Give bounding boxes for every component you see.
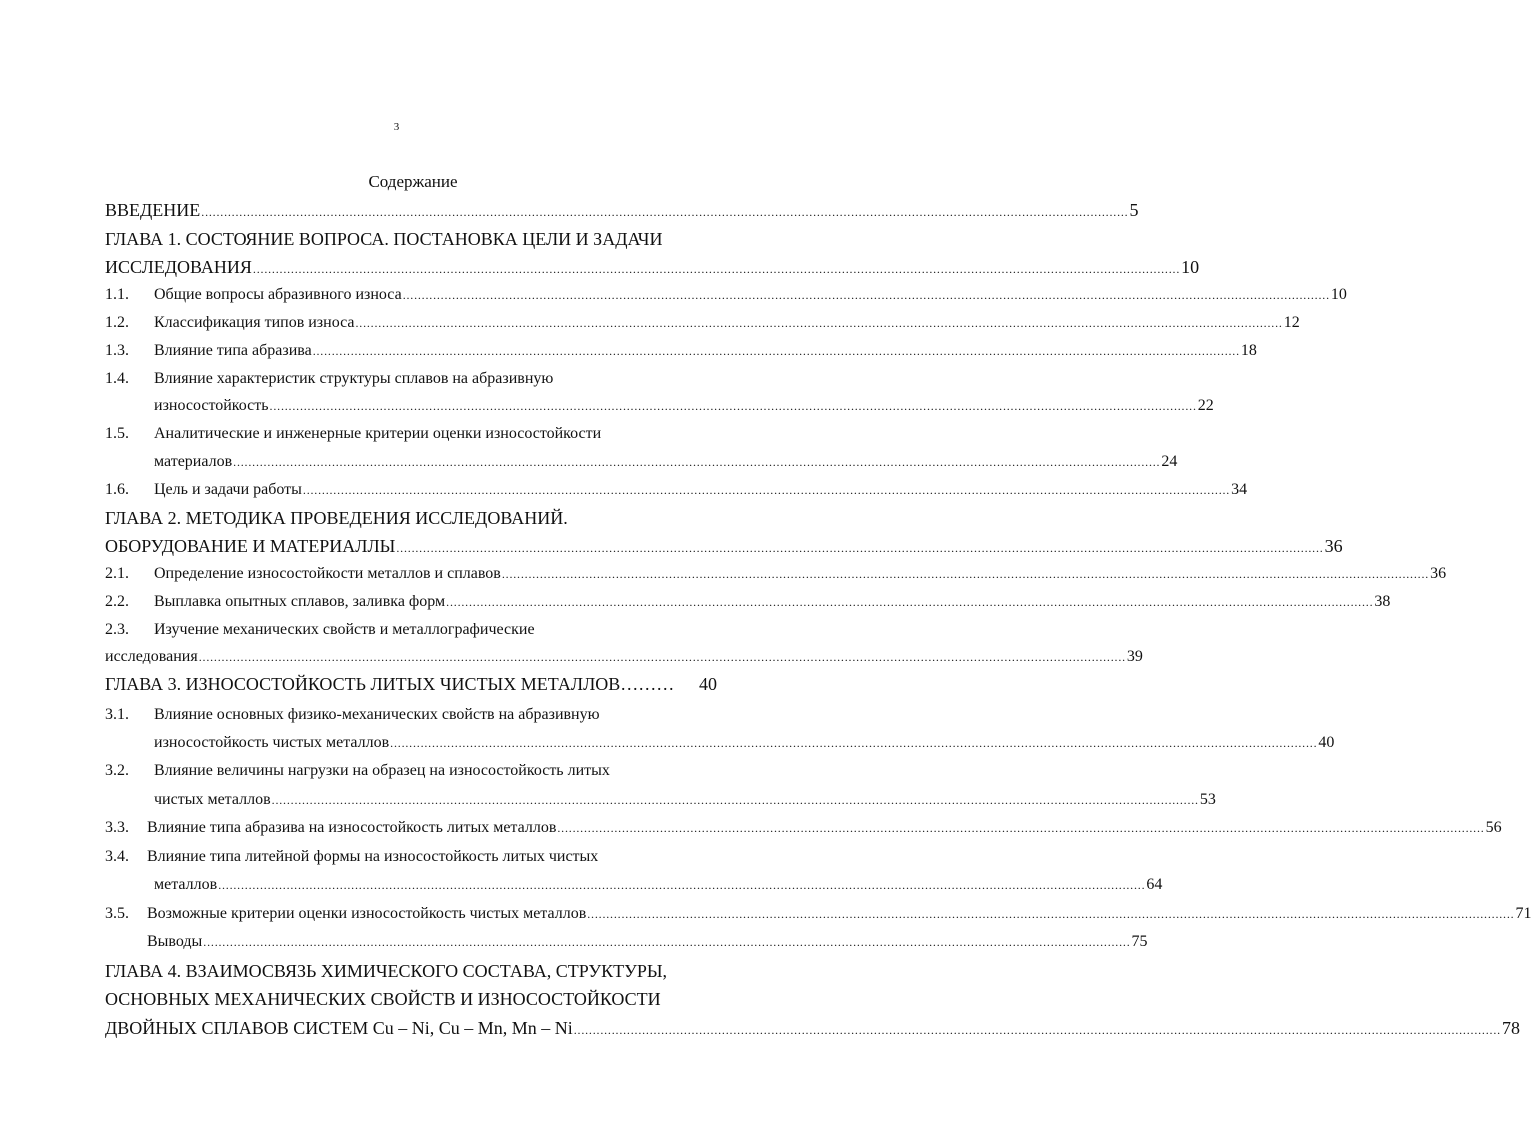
toc-entry-text: Определение износостойкости металлов и сплавов — [154, 565, 501, 582]
toc-page-number: 24 — [1161, 453, 1178, 470]
toc-page-number: 39 — [1126, 648, 1143, 665]
toc-entry-text: Изучение механических свойств и металлографические — [154, 621, 535, 638]
toc-entry-3-1-cont[interactable] — [154, 732, 1335, 754]
toc-section-number: 3.3. — [105, 819, 129, 836]
toc-entry-text: ГЛАВА 4. ВЗАИМОСВЯЗЬ ХИМИЧЕСКОГО СОСТАВА, СТРУКТУРЫ, — [105, 961, 668, 981]
dot-leader: .................................................................................................................................................................................................................................................... — [271, 793, 1199, 807]
toc-page-number: 75 — [1131, 933, 1148, 950]
dot-leader: .................................................................................................................................................................................................................................................... — [233, 455, 1161, 469]
toc-page-number: 78 — [1501, 1018, 1520, 1038]
toc-entry-2-3[interactable] — [154, 619, 714, 641]
toc-entry-text: Влияние типа абразива на износостойкость литых металлов — [147, 819, 557, 836]
toc-entry-text: ДВОЙНЫХ СПЛАВОВ СИСТЕМ Cu – Ni, Cu – Mn, Mn – Ni — [105, 1018, 573, 1038]
toc-page-number: 12 — [1283, 314, 1300, 331]
dot-leader: .................................................................................................................................................................................................................................................... — [573, 1023, 1501, 1037]
dot-leader: .................................................................................................................................................................................................................................................... — [269, 399, 1197, 413]
toc-section-number: 1.5. — [105, 425, 129, 442]
dot-leader: .................................................................................................................................................................................................................................................... — [198, 650, 1126, 664]
toc-entry-text: металлов — [154, 876, 218, 893]
toc-entry-text: ВВЕДЕНИЕ — [105, 200, 201, 220]
toc-entry-3-2[interactable] — [154, 760, 734, 782]
toc-entry-text: Аналитические и инженерные критерии оценки износостойкости — [154, 425, 602, 442]
toc-entry-text: Выводы — [147, 933, 203, 950]
dot-leader: .................................................................................................................................................................................................................................................... — [402, 288, 1330, 302]
dot-leader: .................................................................................................................................................................................................................................................... — [557, 821, 1485, 835]
toc-page-number: 64 — [1146, 876, 1163, 893]
toc-page-number: 36 — [1324, 536, 1343, 556]
toc-entry-text: ИССЛЕДОВАНИЯ — [105, 257, 252, 277]
toc-entry-text: ОБОРУДОВАНИЕ И МАТЕРИАЛЛЫ — [105, 536, 396, 556]
ellipsis-leader: ……… — [620, 674, 675, 694]
toc-entry-text: ОСНОВНЫХ МЕХАНИЧЕСКИХ СВОЙСТВ И ИЗНОСОСТОЙКОСТИ — [105, 989, 661, 1009]
toc-chapter-2-title-cont[interactable] — [105, 535, 1343, 557]
toc-chapter-2-title[interactable] — [105, 507, 705, 529]
toc-chapter-4-title[interactable] — [105, 960, 725, 982]
dot-leader: .................................................................................................................................................................................................................................................... — [201, 205, 1129, 219]
toc-page-number: 18 — [1240, 342, 1257, 359]
dot-leader: .................................................................................................................................................................................................................................................... — [218, 878, 1146, 892]
toc-page-number: 36 — [1430, 565, 1447, 582]
toc-entry-text: Выплавка опытных сплавов, заливка форм — [154, 593, 446, 610]
dot-leader: .................................................................................................................................................................................................................................................... — [312, 344, 1240, 358]
toc-page-number: 53 — [1199, 791, 1216, 808]
toc-entry-1-1[interactable] — [154, 284, 1347, 306]
toc-entry-2-2[interactable] — [154, 591, 1391, 613]
toc-page-number: 56 — [1485, 819, 1502, 836]
dot-leader: .................................................................................................................................................................................................................................................... — [587, 907, 1515, 921]
toc-entry-1-3[interactable] — [154, 340, 1257, 362]
toc-section-number: 1.4. — [105, 370, 129, 387]
toc-entry-text: Цель и задачи работы — [154, 481, 302, 498]
toc-section-number: 1.6. — [105, 481, 129, 498]
dot-leader: .................................................................................................................................................................................................................................................... — [355, 316, 1283, 330]
toc-page-number: 10 — [1330, 286, 1347, 303]
toc-page-number: 40 — [1318, 734, 1335, 751]
toc-page-number: 34 — [1231, 481, 1248, 498]
toc-section-number: 3.2. — [105, 762, 129, 779]
dot-leader: .................................................................................................................................................................................................................................................... — [501, 567, 1430, 581]
toc-entry-text: Возможные критерии оценки износостойкость чистых металлов — [147, 905, 587, 922]
toc-entry-text: Влияние типа абразива — [154, 342, 312, 359]
toc-entry-1-5[interactable] — [154, 423, 734, 445]
toc-section-number: 3.1. — [105, 706, 129, 723]
toc-page-number: 22 — [1197, 397, 1214, 414]
toc-section-number: 1.2. — [105, 314, 129, 331]
page-number: 3 — [393, 121, 400, 133]
toc-section-number: 2.3. — [105, 621, 129, 638]
toc-entry-3-3[interactable] — [147, 817, 1502, 839]
toc-entry-1-5-cont[interactable] — [154, 451, 1178, 473]
toc-entry-text: Влияние основных физико-механических свойств на абразивную — [154, 706, 600, 723]
toc-entry-text: материалов — [154, 453, 233, 470]
toc-chapter-4-title-cont-2[interactable] — [105, 1017, 1520, 1039]
toc-entry-3-4-cont[interactable] — [154, 874, 1163, 896]
toc-section-number: 3.4. — [105, 848, 129, 865]
toc-section-number: 1.3. — [105, 342, 129, 359]
dot-leader: .................................................................................................................................................................................................................................................... — [203, 935, 1131, 949]
toc-entry-2-3-cont[interactable] — [105, 646, 1143, 668]
toc-entry-text: Влияние типа литейной формы на износостойкость литых чистых — [147, 848, 599, 865]
toc-entry-conclusions[interactable] — [147, 931, 1148, 953]
toc-entry-text: Влияние величины нагрузки на образец на износостойкость литых — [154, 762, 610, 779]
toc-chapter-4-title-cont[interactable] — [105, 988, 725, 1010]
toc-entry-text: ГЛАВА 1. СОСТОЯНИЕ ВОПРОСА. ПОСТАНОВКА ЦЕЛИ И ЗАДАЧИ — [105, 229, 663, 249]
dot-leader: .................................................................................................................................................................................................................................................... — [252, 262, 1181, 276]
toc-entry-1-6[interactable] — [154, 479, 1248, 501]
toc-entry-text: чистых металлов — [154, 791, 271, 808]
toc-title: Содержание — [368, 172, 458, 191]
toc-entry-3-2-cont[interactable] — [154, 789, 1216, 811]
toc-entry-introduction[interactable] — [105, 199, 1139, 221]
toc-chapter-3-title[interactable] — [105, 673, 717, 695]
toc-entry-text: Классификация типов износа — [154, 314, 355, 331]
toc-page-number: 71 — [1515, 905, 1531, 922]
toc-section-number: 1.1. — [105, 286, 129, 303]
toc-entry-3-4[interactable] — [147, 846, 737, 868]
toc-entry-1-4[interactable] — [154, 368, 734, 390]
toc-entry-3-5[interactable] — [147, 903, 1531, 925]
dot-leader: .................................................................................................................................................................................................................................................... — [302, 483, 1231, 497]
dot-leader: .................................................................................................................................................................................................................................................... — [396, 541, 1324, 555]
toc-entry-text: ГЛАВА 3. ИЗНОСОСТОЙКОСТЬ ЛИТЫХ ЧИСТЫХ МЕТАЛЛОВ — [105, 674, 621, 694]
toc-entry-text: Влияние характеристик структуры сплавов на абразивную — [154, 370, 554, 387]
toc-section-number: 3.5. — [105, 905, 129, 922]
toc-entry-1-4-cont[interactable] — [154, 395, 1214, 417]
toc-entry-text: ГЛАВА 2. МЕТОДИКА ПРОВЕДЕНИЯ ИССЛЕДОВАНИЙ. — [105, 508, 568, 528]
toc-page-number: 38 — [1374, 593, 1391, 610]
toc-entry-text: Общие вопросы абразивного износа — [154, 286, 402, 303]
toc-chapter-1-title[interactable] — [105, 228, 725, 250]
dot-leader: .................................................................................................................................................................................................................................................... — [446, 595, 1374, 609]
toc-entry-2-1[interactable] — [154, 563, 1447, 585]
toc-entry-text: исследования — [105, 648, 198, 665]
dot-leader: .................................................................................................................................................................................................................................................... — [390, 736, 1318, 750]
toc-page-number: 10 — [1181, 257, 1200, 277]
toc-entry-3-1[interactable] — [154, 704, 734, 726]
toc-entry-text: износостойкость чистых металлов — [154, 734, 390, 751]
toc-section-number: 2.1. — [105, 565, 129, 582]
toc-entry-1-2[interactable] — [154, 312, 1300, 334]
toc-entry-text: износостойкость — [154, 397, 269, 414]
toc-chapter-1-title-cont[interactable] — [105, 256, 1200, 278]
toc-page-number: 5 — [1129, 200, 1139, 220]
toc-page-number: 40 — [699, 674, 717, 694]
toc-section-number: 2.2. — [105, 593, 129, 610]
